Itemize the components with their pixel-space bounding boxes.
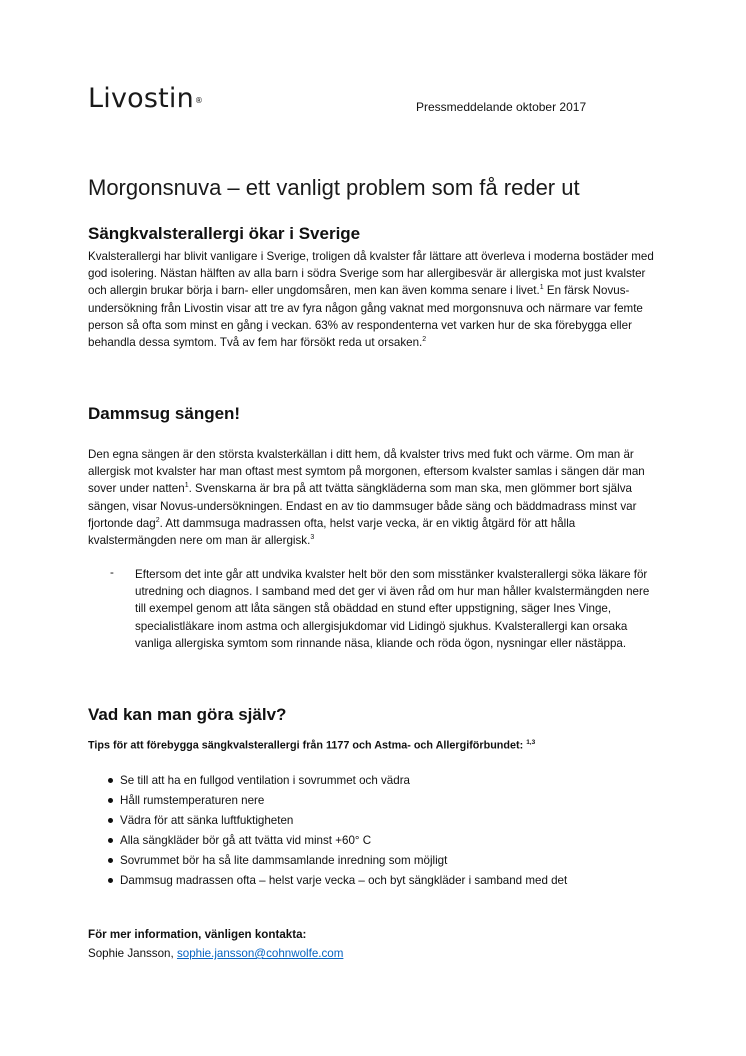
footnote-ref: 2 <box>155 516 160 524</box>
list-item <box>88 851 668 871</box>
tip-text: Dammsug madrassen ofta – helst varje vecka – och byt sängkläder i samband med det <box>120 873 568 887</box>
tip-text: Håll rumstemperaturen nere <box>120 793 265 807</box>
press-release-label: Pressmeddelande oktober 2017 <box>416 100 587 114</box>
tip-text: Se till att ha en fullgod ventilation i sovrummet och vädra <box>120 774 410 787</box>
footnote-ref: 1 <box>539 284 544 292</box>
bullet-icon <box>108 778 113 783</box>
section-heading-self-help: Vad kan man göra själv? <box>88 705 287 724</box>
section1-text-b: En färsk Novus-undersökning från Livostin visar att tre av fyra någon gång vaknat med morgonsnuva och närmare var femte person så ofta som minst en gång i veckan. 63% av respondenterna vet varken hur de ska förebygga eller behandla dessa symtom. Två av fem har försökt reda ut orsaken. <box>88 284 643 350</box>
registered-mark: ® <box>194 96 204 105</box>
tip-text: Alla sängkläder bör gå att tvätta vid minst +60° C <box>120 833 372 847</box>
bullet-icon <box>108 878 113 883</box>
livostin-logo <box>88 84 202 114</box>
footnote-ref: 1,3 <box>526 739 536 746</box>
section-heading-vacuum: Dammsug sängen! <box>88 404 241 423</box>
bullet-icon <box>108 838 113 843</box>
list-item <box>88 811 668 831</box>
tips-heading-text: Tips för att förebygga sängkvalsterallergi från 1177 och Astma- och Allergiförbundet: <box>88 739 524 752</box>
footnote-ref: 1 <box>184 482 189 490</box>
doctor-quote: Eftersom det inte går att undvika kvalster helt bör den som misstänker kvalsterallergi söka läkare för utredning och diagnos. I samband med det ger vi även råd om hur man håller kvalstermängden nere till exempel genom att låta sängen stå obäddad en stund efter uppstigning, säger Ines Vinge, specialistläkare inom astma och allergisjukdomar vid Lidingö sjukhus. Kvalsterallergi kan orsaka vanliga allergiska symtom som rinnande näsa, kliande och röda ögon, nysningar eller nästäppa. <box>135 568 650 650</box>
bullet-icon <box>108 818 113 823</box>
page-title: Morgonsnuva – ett vanligt problem som få reder ut <box>88 175 580 200</box>
list-item <box>88 771 668 791</box>
section2-text-c: . Att dammsuga madrassen ofta, helst varje vecka, är en viktig åtgärd för att hålla kvalstermängden nere om man är allergisk. <box>88 516 576 548</box>
bullet-icon <box>108 798 113 803</box>
section1-text-a: Kvalsterallergi har blivit vanligare i Sverige, troligen då kvalster får lättare att överleva i moderna bostäder med god isolering. Nästan hälften av alla barn i södra Sverige som har allergibesvär är allergiska mot just kvalster och allergin brukar börja i barn- eller ungdomsåren, men kan även komma senare i livet. <box>88 250 654 298</box>
footnote-ref: 2 <box>422 336 427 344</box>
section1-paragraph <box>88 248 660 351</box>
bullet-icon <box>108 858 113 863</box>
section2-paragraph <box>88 446 660 549</box>
list-item <box>88 831 668 851</box>
tips-list <box>88 771 668 890</box>
logo-text: Livostin <box>88 83 194 114</box>
section2-text-b: . Svenskarna är bra på att tvätta sängkläderna som man ska, men glömmer bort själva sängen, visar Novus-undersökningen. Endast en av tio dammsuger både säng och bäddmadrass minst var fjortonde dag <box>88 482 637 530</box>
tip-text: Sovrummet bör ha så lite dammsamlande inredning som möjligt <box>120 853 448 867</box>
footnote-ref: 3 <box>310 534 315 542</box>
contact-line <box>88 947 343 960</box>
list-item <box>88 791 668 811</box>
tip-text: Vädra för att sänka luftfuktigheten <box>120 813 294 827</box>
contact-email-link[interactable]: sophie.jansson@cohnwolfe.com <box>176 947 344 960</box>
section-heading-allergy: Sängkvalsterallergi ökar i Sverige <box>88 224 361 243</box>
contact-name: Sophie Jansson, <box>88 947 177 960</box>
list-item <box>88 871 668 891</box>
quote-dash: - <box>110 566 114 579</box>
section2-text-a: Den egna sängen är den största kvalsterkällan i ditt hem, då kvalster trivs med fukt och värme. Om man är allergisk mot kvalster har man oftast mest symtom på morgonen, eftersom kvalster samlas i sängen där man sover under natten <box>88 448 645 496</box>
tips-heading <box>88 739 535 752</box>
contact-heading: För mer information, vänligen kontakta: <box>88 928 307 941</box>
